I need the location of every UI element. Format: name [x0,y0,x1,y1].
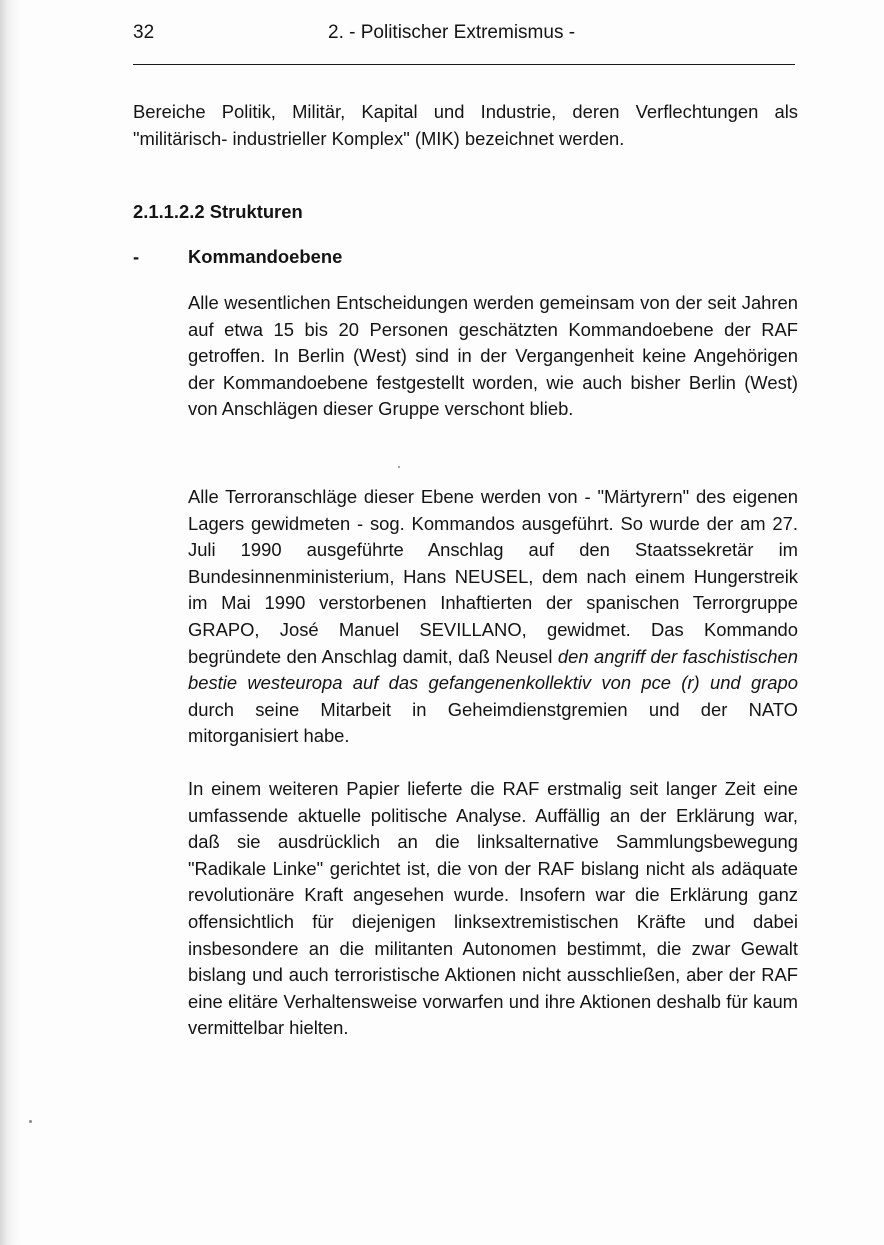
paragraph-analyse: In einem weiteren Papier lieferte die RAF erstmalig seit langer Zeit eine umfassende aktuelle politische Analyse. Auffällig an der Erklärung war, daß sie ausdrücklich an die linksalternative Sammlungsbewegung "Radikale Linke" gerichtet ist, die von der RAF bislang nicht als adäquate revolutionäre Kraft angesehen wurde. Insofern war die Erklärung ganz offensichtlich für diejenigen linksextremistischen Kräfte und dabei insbesondere an die militanten Autonomen bestimmt, die zwar Gewalt bislang und auch terroristische Aktionen nicht ausschließen, aber der RAF eine elitäre Verhaltensweise vorwarfen und ihre Aktionen deshalb für kaum vermittelbar hielten. [188,778,798,1039]
section-heading: 2.1.1.2.2 Strukturen [133,201,303,222]
paragraph-terroranschlaege [188,484,798,750]
bullet-marker: - [133,246,140,267]
subsection-heading: Kommandoebene [188,246,343,267]
page-header [133,20,795,46]
paragraph-text-start: Alle Terroranschläge dieser Ebene werden von - "Märtyrern" des eigenen Lagers gewidmeten - sog. Kommandos ausgeführt. So wurde der am 27. Juli 1990 ausgeführte Anschlag auf den Staatssekretär im Bundesinnenministerium, Hans NEUSEL, dem nach einem Hungerstreik im Mai 1990 verstorbenen Inhaftierten der spanischen Terrorgruppe GRAPO, José Manuel SEVILLANO, gewidmet. Das Kommando begründete den Anschlag damit, daß Neusel [188,486,798,667]
page-number: 32 [133,22,155,43]
paragraph-text-end: durch seine Mitarbeit in Geheimdienstgremien und der NATO mitorganisiert habe. [188,698,798,747]
header-divider [133,64,795,65]
scan-speck [398,466,400,468]
scan-speck [29,1120,32,1123]
scan-shadow-edge [0,0,22,1245]
paragraph-kommandoebene: Alle wesentlichen Entscheidungen werden gemeinsam von der seit Jahren auf etwa 15 bis 20 Personen geschätzten Kommandoebene der RAF getroffen. In Berlin (West) sind in der Vergangenheit keine Angehörigen der Kommandoebene festgestellt worden, wie auch bisher Berlin (West) von Anschlägen dieser Gruppe verschont blieb. [188,292,798,420]
chapter-title: 2. - Politischer Extremismus - [328,22,576,43]
italic-quote: den angriff der faschistischen bestie westeuropa auf das gefangenenkollektiv von pce (r) und grapo [188,645,798,694]
intro-paragraph: Bereiche Politik, Militär, Kapital und Industrie, deren Verflechtungen als "militärisch- industrieller Komplex" (MIK) bezeichnet werden. [133,101,798,149]
